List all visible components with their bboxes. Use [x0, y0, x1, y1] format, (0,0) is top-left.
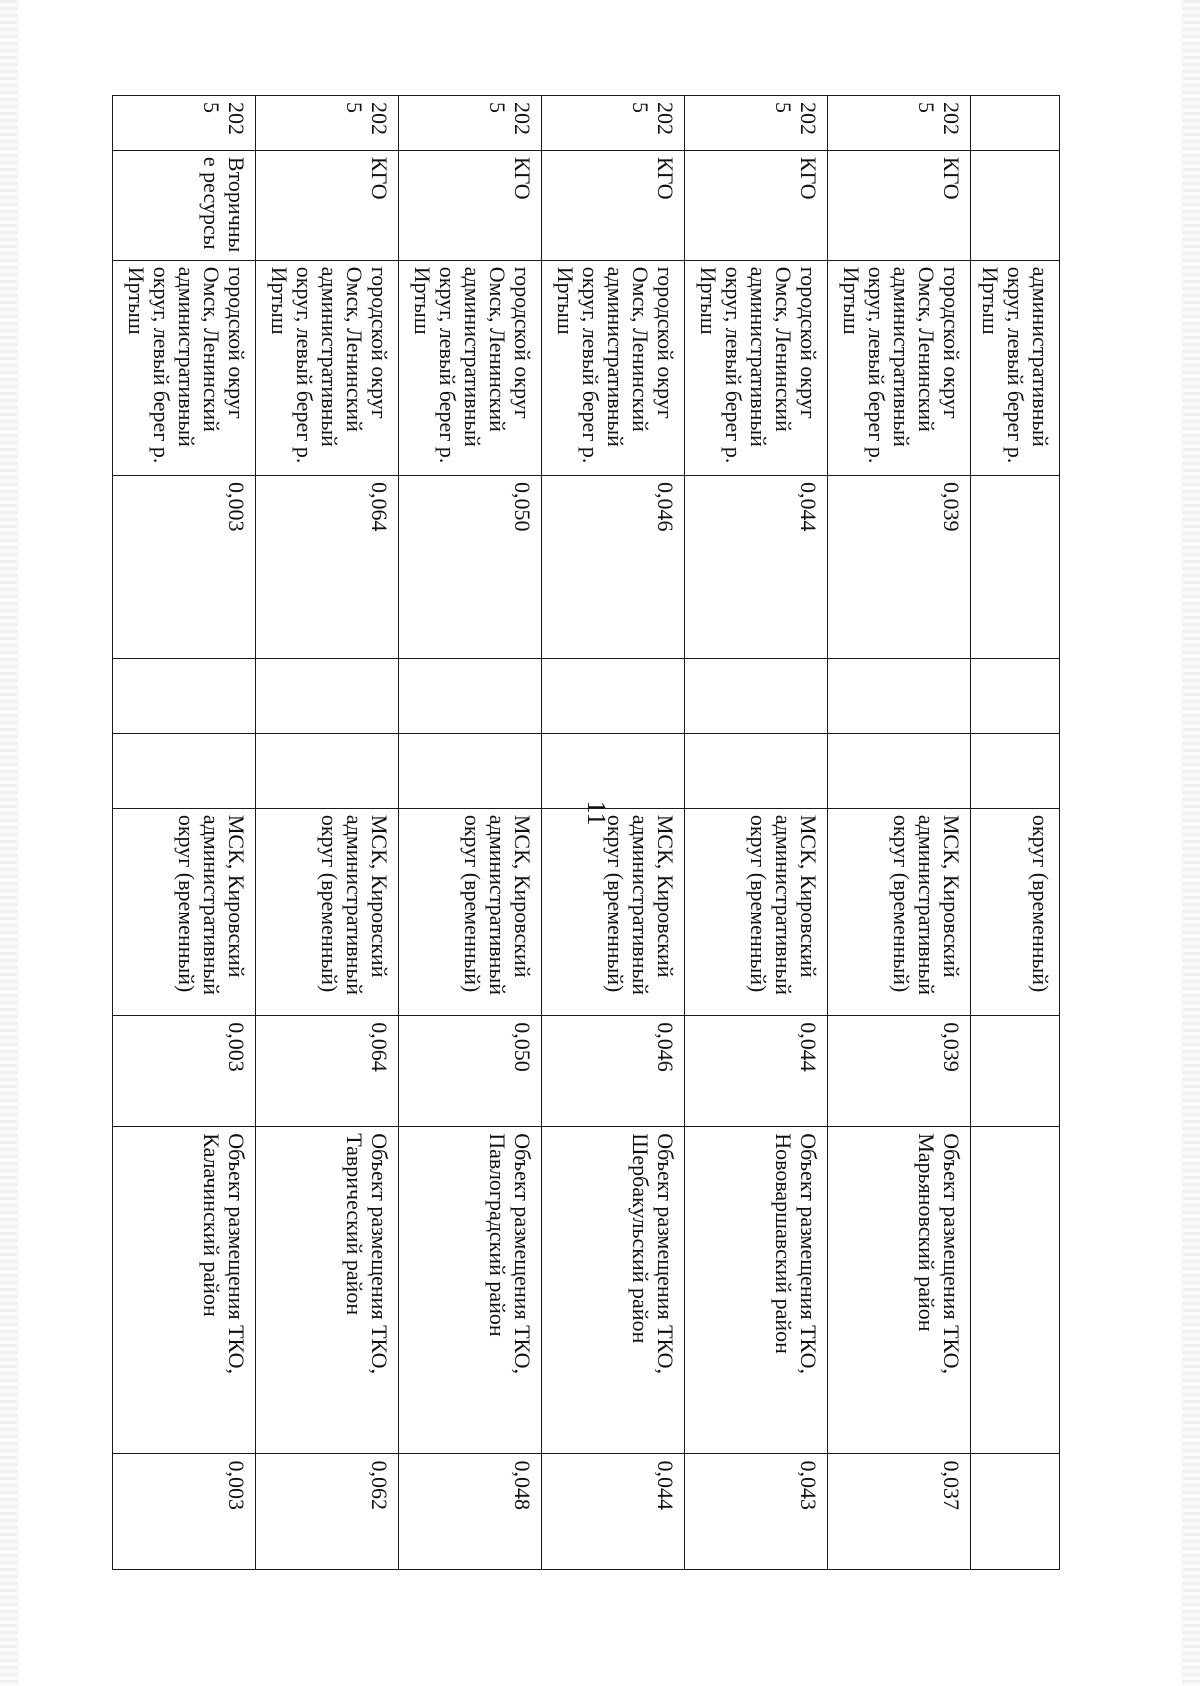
cell-source: городской округ Омск, Ленинский административный округ, левый берег р. Иртыш	[542, 260, 685, 475]
cell-mass-to-msk: 0,039	[828, 1016, 971, 1127]
cell-type: КГО	[542, 150, 685, 260]
cell-mass-to-object: 0,048	[399, 1454, 542, 1570]
cell-object	[971, 1127, 1060, 1454]
cell-object: Объект размещения ТКО, Нововаршавский район	[685, 1127, 828, 1454]
cell-mass-to-msk: 0,050	[399, 1016, 542, 1127]
scan-left-edge	[0, 0, 18, 1686]
table-row	[399, 96, 542, 1570]
scan-right-edge	[1182, 0, 1200, 1686]
cell-year: 2025	[542, 96, 685, 151]
cell-mass: 0,046	[542, 475, 685, 658]
cell-mass	[971, 475, 1060, 658]
cell-type: КГО	[399, 150, 542, 260]
page-number: 11	[582, 800, 611, 826]
cell-empty-1	[399, 658, 542, 733]
cell-mass: 0,050	[399, 475, 542, 658]
cell-year: 2025	[113, 96, 256, 151]
cell-object: Объект размещения ТКО, Шербакульский район	[542, 1127, 685, 1454]
cell-mass-to-msk	[971, 1016, 1060, 1127]
cell-source: городской округ Омск, Ленинский административный округ, левый берег р. Иртыш	[399, 260, 542, 475]
cell-empty-2	[399, 733, 542, 808]
cell-destination: МСК, Кировский административный округ (временный)	[542, 808, 685, 1015]
cell-destination: МСК, Кировский административный округ (временный)	[256, 808, 399, 1015]
cell-mass-to-object: 0,003	[113, 1454, 256, 1570]
table-row-continuation	[971, 96, 1060, 1570]
cell-destination: МСК, Кировский административный округ (временный)	[399, 808, 542, 1015]
cell-destination: МСК, Кировский административный округ (временный)	[828, 808, 971, 1015]
cell-destination: округ (временный)	[971, 808, 1060, 1015]
cell-mass: 0,003	[113, 475, 256, 658]
cell-empty-1	[113, 658, 256, 733]
cell-year	[971, 96, 1060, 151]
cell-year: 2025	[256, 96, 399, 151]
table-row	[542, 96, 685, 1570]
cell-mass-to-object: 0,062	[256, 1454, 399, 1570]
cell-empty-1	[256, 658, 399, 733]
cell-empty-1	[828, 658, 971, 733]
table-row	[828, 96, 971, 1570]
cell-empty-1	[542, 658, 685, 733]
table-row	[256, 96, 399, 1570]
cell-empty-2	[542, 733, 685, 808]
cell-destination: МСК, Кировский административный округ (временный)	[685, 808, 828, 1015]
cell-year: 2025	[399, 96, 542, 151]
table-row	[685, 96, 828, 1570]
cell-year: 2025	[828, 96, 971, 151]
waste-flow-table	[112, 95, 1060, 1570]
cell-empty-2	[828, 733, 971, 808]
cell-empty-2	[971, 733, 1060, 808]
cell-object: Объект размещения ТКО, Калачинский район	[113, 1127, 256, 1454]
cell-source: городской округ Омск, Ленинский административный округ, левый берег р. Иртыш	[113, 260, 256, 475]
cell-empty-2	[256, 733, 399, 808]
cell-empty-2	[685, 733, 828, 808]
table-row	[113, 96, 256, 1570]
cell-source: городской округ Омск, Ленинский административный округ, левый берег р. Иртыш	[256, 260, 399, 475]
cell-type	[971, 150, 1060, 260]
cell-mass-to-object	[971, 1454, 1060, 1570]
cell-year: 2025	[685, 96, 828, 151]
cell-empty-1	[685, 658, 828, 733]
cell-mass-to-msk: 0,044	[685, 1016, 828, 1127]
cell-source: административный округ, левый берег р. Иртыш	[971, 260, 1060, 475]
cell-mass: 0,064	[256, 475, 399, 658]
cell-mass-to-object: 0,037	[828, 1454, 971, 1570]
cell-mass-to-msk: 0,003	[113, 1016, 256, 1127]
cell-object: Объект размещения ТКО, Павлоградский район	[399, 1127, 542, 1454]
cell-mass-to-msk: 0,064	[256, 1016, 399, 1127]
cell-source: городской округ Омск, Ленинский административный округ, левый берег р. Иртыш	[828, 260, 971, 475]
rotated-table-container	[124, 95, 1060, 1570]
cell-type: Вторичные ресурсы	[113, 150, 256, 260]
cell-destination: МСК, Кировский административный округ (временный)	[113, 808, 256, 1015]
cell-type: КГО	[685, 150, 828, 260]
cell-empty-2	[113, 733, 256, 808]
cell-source: городской округ Омск, Ленинский административный округ, левый берег р. Иртыш	[685, 260, 828, 475]
cell-mass: 0,044	[685, 475, 828, 658]
cell-mass-to-object: 0,044	[542, 1454, 685, 1570]
cell-object: Объект размещения ТКО, Таврический район	[256, 1127, 399, 1454]
cell-type: КГО	[256, 150, 399, 260]
cell-empty-1	[971, 658, 1060, 733]
cell-type: КГО	[828, 150, 971, 260]
cell-object: Объект размещения ТКО, Марьяновский район	[828, 1127, 971, 1454]
cell-mass-to-msk: 0,046	[542, 1016, 685, 1127]
cell-mass: 0,039	[828, 475, 971, 658]
cell-mass-to-object: 0,043	[685, 1454, 828, 1570]
